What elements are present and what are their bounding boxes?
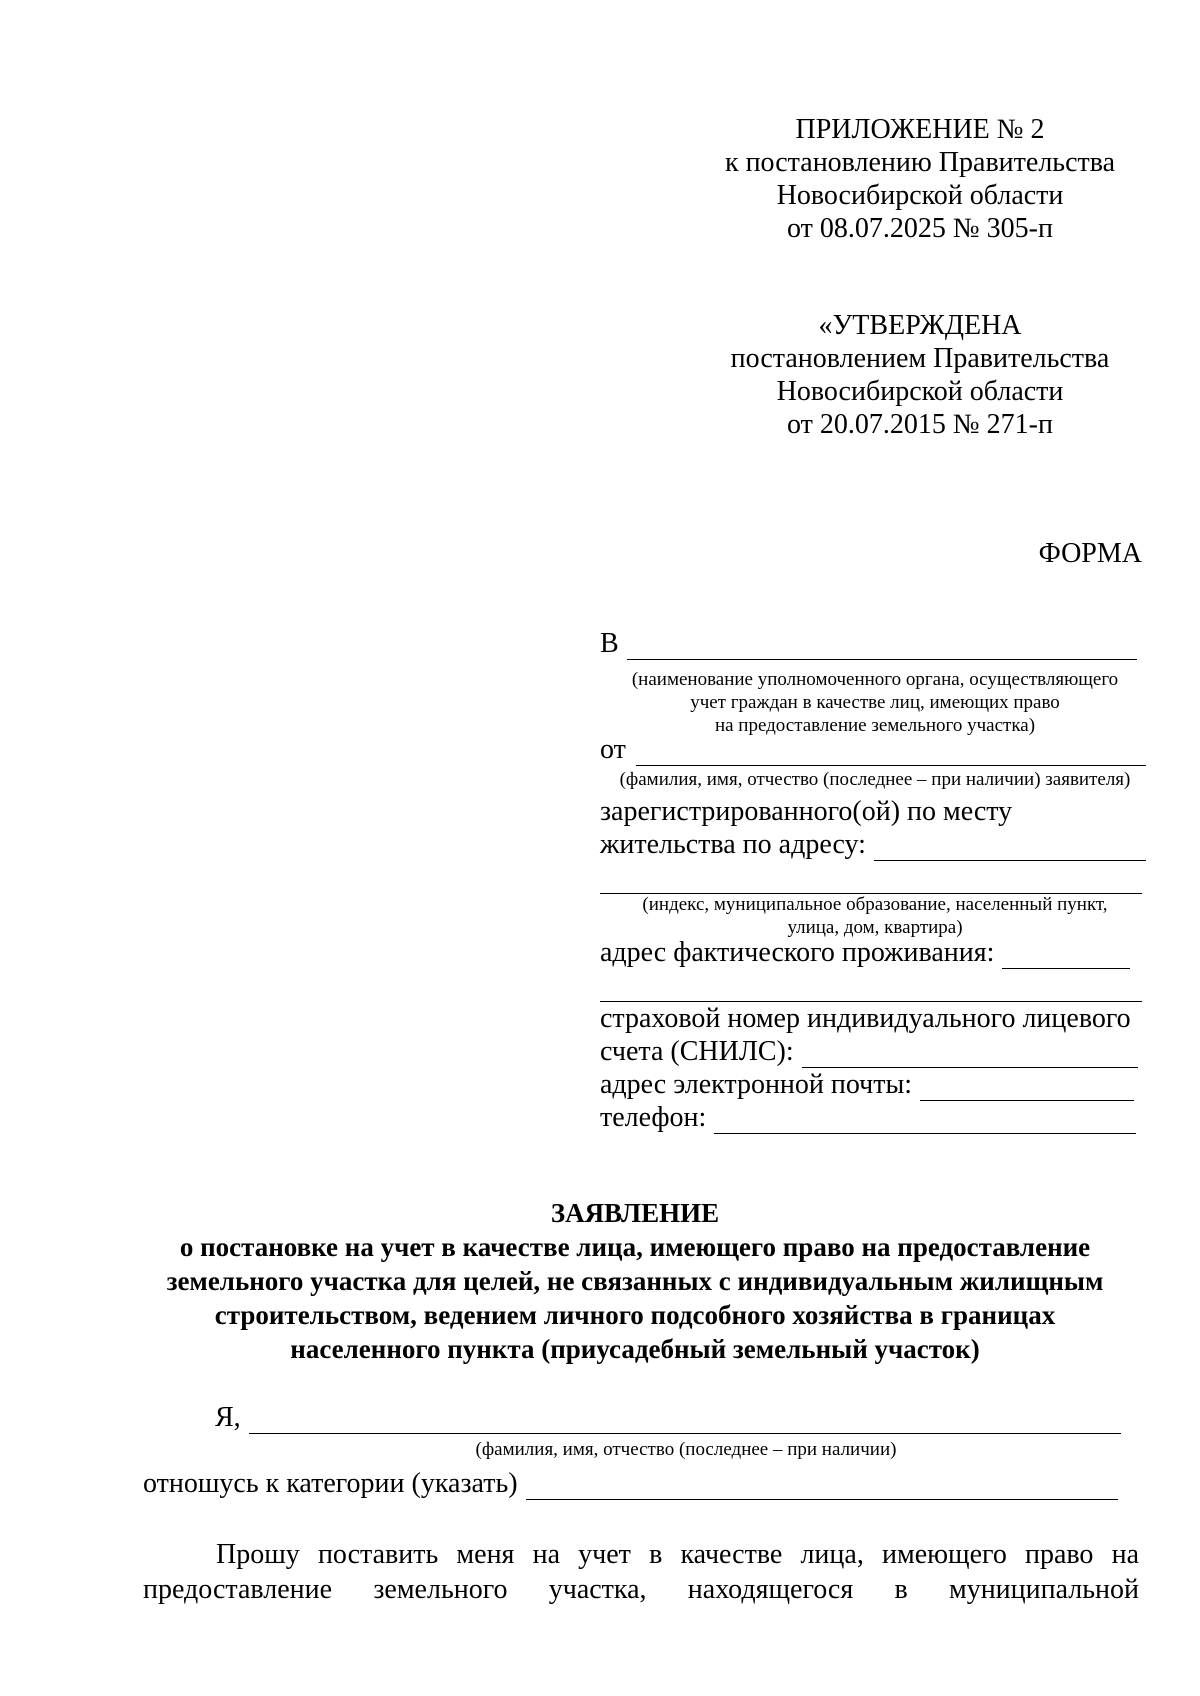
snils-label-2: счета (СНИЛС): [600,1036,794,1067]
category-field[interactable] [526,1475,1118,1500]
approved-resolution: постановлением Правительства [730,343,1110,374]
registered-row-3 [600,862,1142,894]
approved-date: от 20.07.2015 № 271-п [787,409,1053,440]
application-subtitle-1: о постановке на учет в качестве лица, имеющего право на предоставление [179,1232,1091,1262]
application-subtitle-4: населенного пункта (приусадебный земельный участок) [290,1334,980,1364]
application-title: ЗАЯВЛЕНИЕ [550,1198,720,1228]
to-caption: (наименование уполномоченного органа, осуществляющего учет граждан в качестве лиц, имеющих право на предоставление земельного участка) [631,669,1119,736]
application-subtitle-3: строительством, ведением личного подсобного хозяйства в границах [214,1300,1056,1330]
appendix-number: ПРИЛОЖЕНИЕ № 2 [795,114,1045,145]
approved-header [680,309,1160,441]
applicant-row [215,1400,1121,1434]
registered-row-1 [600,796,1012,828]
email-row [600,1069,1134,1101]
from-caption: (фамилия, имя, отчество (последнее – при наличии) заявителя) [619,769,1131,790]
registered-address-field[interactable] [874,836,1146,861]
phone-field[interactable] [714,1109,1136,1134]
actual-address-field[interactable] [1002,944,1130,969]
applicant-caption: (фамилия, имя, отчество (последнее – при наличии) [475,1439,897,1460]
to-label: В [600,628,619,659]
category-row [143,1466,1118,1500]
registered-label-1: зарегистрированного(ой) по месту [600,796,1013,827]
appendix-date: от 08.07.2025 № 305-п [787,213,1053,244]
from-field[interactable] [636,741,1146,766]
actual-address-row-2 [600,970,1142,1002]
to-row [600,628,1137,660]
applicant-label: Я, [215,1402,241,1433]
actual-address-row [600,937,1130,969]
appendix-resolution: к постановлению Правительства [724,147,1116,178]
phone-label: телефон: [600,1102,707,1133]
approved-title: «УТВЕРЖДЕНА [818,310,1022,341]
applicant-name-field[interactable] [249,1409,1121,1434]
registered-row-2 [600,829,1146,861]
phone-row [600,1102,1136,1134]
from-label: от [600,734,626,765]
to-field[interactable] [627,635,1137,660]
from-row [600,734,1146,766]
actual-address-label: адрес фактического проживания: [600,937,995,968]
request-line-1: Прошу поставить меня на учет в качестве лица, имеющего право на [216,1539,1139,1570]
email-field[interactable] [920,1076,1134,1101]
appendix-header [680,113,1160,245]
snils-label-1: страховой номер индивидуального лицевого [600,1003,1131,1034]
registered-address-field-2[interactable] [600,869,1142,894]
appendix-region: Новосибирской области [776,180,1064,211]
snils-row-2 [600,1036,1138,1068]
actual-address-field-2[interactable] [600,977,1142,1002]
category-label: отношусь к категории (указать) [143,1468,518,1499]
email-label: адрес электронной почты: [600,1069,913,1100]
request-line-2: предоставление земельного участка, находящегося в муниципальной [143,1574,1139,1605]
registered-label-2: жительства по адресу: [600,829,866,860]
application-title-block [140,1196,1130,1366]
address-caption: (индекс, муниципальное образование, населенный пункт, улица, дом, квартира) [642,894,1108,938]
application-subtitle-2: земельного участка для целей, не связанных с индивидуальным жилищным [166,1266,1104,1296]
snils-row-1 [600,1003,1131,1035]
form-label: ФОРМА [1038,538,1142,569]
snils-field[interactable] [802,1043,1138,1068]
approved-region: Новосибирской области [776,376,1064,407]
